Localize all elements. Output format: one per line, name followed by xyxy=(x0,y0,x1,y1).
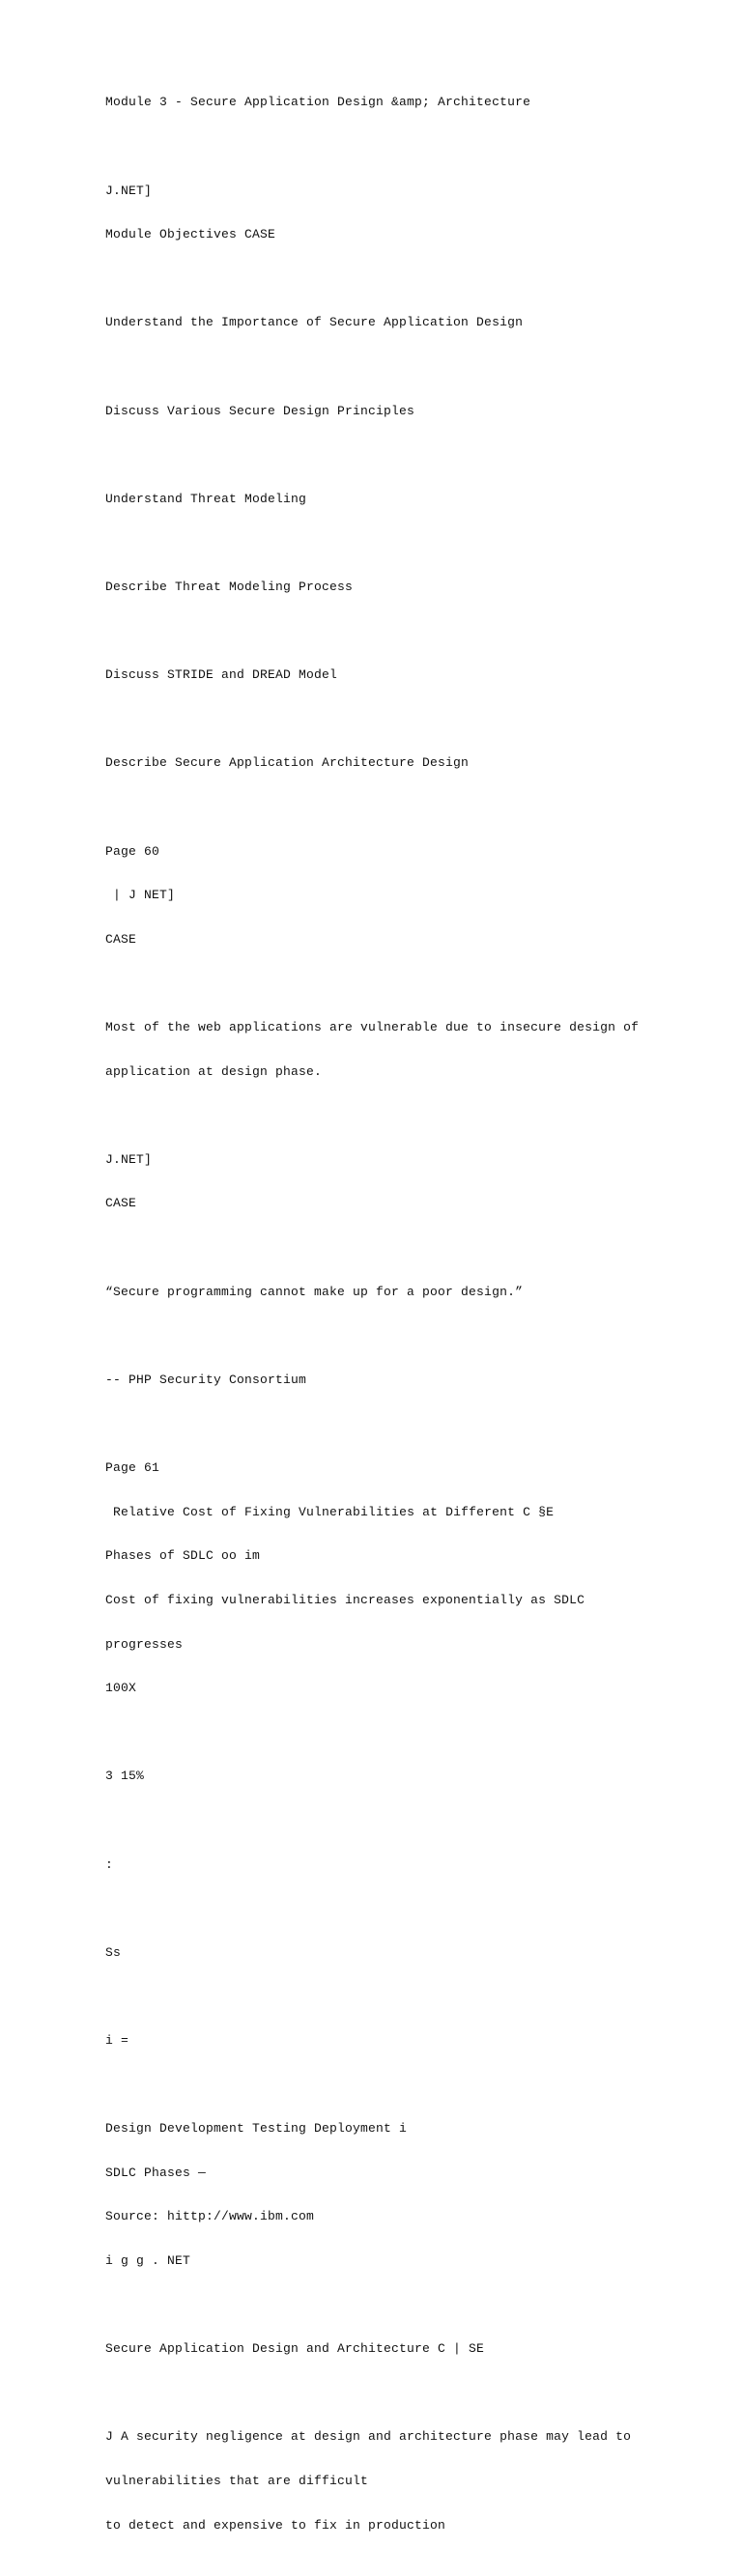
title-block xyxy=(105,66,724,139)
page-marker-block xyxy=(105,814,724,976)
text-line: Cost of fixing vulnerabilities increases exponentially as SDLC xyxy=(105,1592,585,1607)
quote-text: “Secure programming cannot make up for a poor design.” xyxy=(105,1284,524,1299)
text-line: to detect and expensive to fix in production xyxy=(105,2517,446,2533)
source-line: Source: hittp://www.ibm.com xyxy=(105,2209,315,2224)
paragraph xyxy=(105,1915,724,1989)
objectives-header-block xyxy=(105,154,724,271)
text-line: | J NET] xyxy=(105,888,176,903)
page-number: Page 61 xyxy=(105,1460,160,1476)
paragraph xyxy=(105,991,724,1109)
text-line: J A security negligence at design and architecture phase may lead to xyxy=(105,2429,632,2445)
objective-text: Discuss Various Secure Design Principles xyxy=(105,403,415,418)
text-line: progresses xyxy=(105,1636,184,1652)
text-line: Design Development Testing Deployment i xyxy=(105,2121,408,2137)
objective-text: Understand the Importance of Secure Application Design xyxy=(105,315,524,330)
attribution-text: -- PHP Security Consortium xyxy=(105,1372,307,1387)
objective-text: Discuss STRIDE and DREAD Model xyxy=(105,667,338,683)
text-line: : xyxy=(105,1856,114,1872)
quote xyxy=(105,1255,724,1328)
quote-attribution xyxy=(105,1343,724,1416)
objective-text: Describe Secure Application Architecture Design xyxy=(105,755,470,771)
text-line: 3 15% xyxy=(105,1769,145,1784)
text-line: application at design phase. xyxy=(105,1063,323,1079)
text-line: 100X xyxy=(105,1681,137,1696)
paragraph xyxy=(105,1122,724,1240)
page-number: Page 60 xyxy=(105,843,160,859)
objective-item xyxy=(105,374,724,447)
paragraph xyxy=(105,1740,724,1813)
text-line: SDLC Phases — xyxy=(105,2165,207,2180)
section-heading: Secure Application Design and Architecture C | SE xyxy=(105,2341,485,2357)
objective-item xyxy=(105,462,724,535)
text-line: CASE xyxy=(105,1196,137,1211)
objective-item xyxy=(105,638,724,712)
document-page xyxy=(105,66,724,2576)
objective-text: Describe Threat Modeling Process xyxy=(105,580,354,595)
section-heading: Module Objectives CASE xyxy=(105,227,276,242)
text-line: J.NET] xyxy=(105,183,153,198)
section-heading: Relative Cost of Fixing Vulnerabilities at Different C §E xyxy=(105,1504,555,1519)
text-line: i g g . NET xyxy=(105,2252,191,2268)
objective-text: Understand Threat Modeling xyxy=(105,491,307,506)
objective-item xyxy=(105,726,724,800)
page-marker-block xyxy=(105,1431,724,1725)
section-heading-block xyxy=(105,2312,724,2386)
text-line: CASE xyxy=(105,931,137,947)
paragraph xyxy=(105,2400,724,2562)
text-line: Most of the web applications are vulnerable due to insecure design of xyxy=(105,1020,640,1035)
text-line: i = xyxy=(105,2032,129,2048)
text-line: J.NET] xyxy=(105,1151,153,1167)
objective-item xyxy=(105,286,724,359)
objective-item xyxy=(105,551,724,624)
paragraph xyxy=(105,1827,724,1901)
paragraph xyxy=(105,2004,724,2078)
paragraph xyxy=(105,2092,724,2298)
document-title: Module 3 - Secure Application Design &amp; Architecture xyxy=(105,95,531,110)
text-line: Phases of SDLC oo im xyxy=(105,1548,261,1564)
text-line: vulnerabilities that are difficult xyxy=(105,2474,369,2488)
text-line: Ss xyxy=(105,1944,122,1960)
